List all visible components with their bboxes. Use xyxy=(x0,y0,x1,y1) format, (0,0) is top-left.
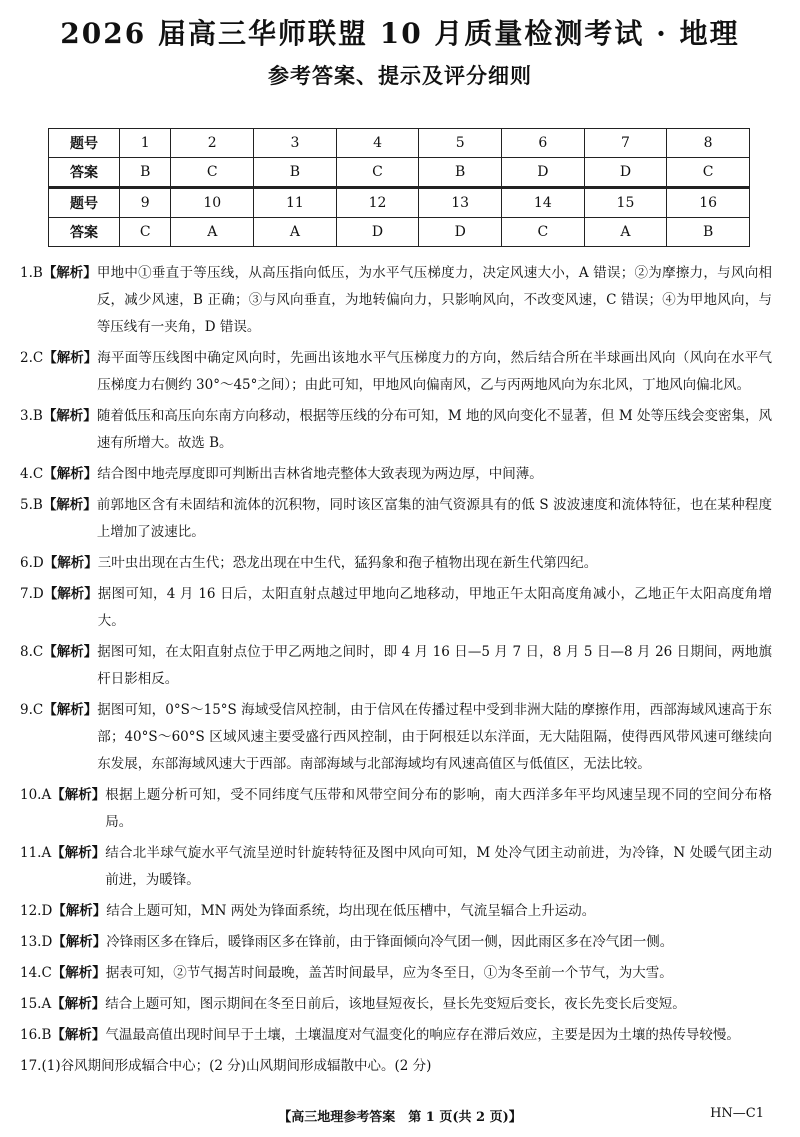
table-row-questions xyxy=(49,188,750,218)
item-tag: 【解析】 xyxy=(52,934,107,950)
item-number: 15.A xyxy=(20,996,52,1012)
item-number: 4.C xyxy=(20,466,44,482)
question-number: 12 xyxy=(336,188,419,218)
question-number: 15 xyxy=(584,188,667,218)
answer-cell: D xyxy=(502,158,585,188)
table-row-questions xyxy=(49,129,750,158)
item-tag: 【解析】 xyxy=(43,644,98,660)
item-number: 12.D xyxy=(20,903,53,919)
item-text: 随着低压和高压向东南方向移动，根据等压线的分布可知，M 地的风向变化不显著，但 M 处等压线会变密集，风速有所增大。故选 B。 xyxy=(96,408,772,451)
explanation-item xyxy=(20,345,772,399)
item-tag: 【解析】 xyxy=(51,965,106,981)
item-tag: 【解析】 xyxy=(42,265,97,281)
item-tag: 【解析】 xyxy=(52,903,107,919)
question-number: 9 xyxy=(120,188,171,218)
item-text: 据表可知，②节气揭苫时间最晚，盖苫时间最早，应为冬至日，①为冬至前一个节气，为大雪。 xyxy=(105,965,673,981)
table-row-answers xyxy=(49,158,750,188)
item-number: 2.C xyxy=(20,350,44,366)
page-title: 2026 届高三华师联盟 10 月质量检测考试 · 地理 xyxy=(60,17,740,50)
answer-cell: B xyxy=(419,158,502,188)
item-number: 3.B xyxy=(20,408,43,424)
question-number: 13 xyxy=(419,188,502,218)
explanation-item xyxy=(20,403,772,457)
item-text: 气温最高值出现时间早于土壤，土壤温度对气温变化的响应存在滞后效应，主要是因为土壤的热传导较慢。 xyxy=(105,1027,740,1043)
item-text: 据图可知，在太阳直射点位于甲乙两地之间时，即 4 月 16 日—5 月 7 日，8 月 5 日—8 月 26 日期间，两地旗杆日影相反。 xyxy=(97,644,772,687)
item-number: 9.C xyxy=(20,702,44,718)
answer-cell: A xyxy=(254,218,337,247)
item-tag: 【解析】 xyxy=(42,408,97,424)
answer-cell: D xyxy=(419,218,502,247)
question-number: 2 xyxy=(171,129,254,158)
answer-cell: C xyxy=(502,218,585,247)
item-number: 17. xyxy=(20,1058,42,1074)
answer-cell: A xyxy=(584,218,667,247)
item-tag: 【解析】 xyxy=(43,466,98,482)
question-number: 11 xyxy=(254,188,337,218)
item-number: 6.D xyxy=(20,555,44,571)
answer-cell: B xyxy=(254,158,337,188)
item-number: 14.C xyxy=(20,965,52,981)
item-tag: 【解析】 xyxy=(51,1027,106,1043)
document-code: HN—C1 xyxy=(710,1106,764,1121)
table-header-question: 题号 xyxy=(49,188,120,218)
explanation-item xyxy=(20,991,772,1018)
answer-cell: C xyxy=(336,158,419,188)
answer-cell: B xyxy=(120,158,171,188)
page-subtitle: 参考答案、提示及评分细则 xyxy=(268,63,532,88)
item-text: 结合上题可知，图示期间在冬至日前后，该地昼短夜长，昼长先变短后变长，夜长先变长后变短。 xyxy=(105,996,686,1012)
item-number: 5.B xyxy=(20,497,43,513)
table-header-question: 题号 xyxy=(49,129,120,158)
question-number: 14 xyxy=(502,188,585,218)
question-number: 5 xyxy=(419,129,502,158)
table-header-answer: 答案 xyxy=(49,158,120,188)
answer-table xyxy=(48,128,750,247)
item-tag: 【解析】 xyxy=(42,497,97,513)
item-number: 1.B xyxy=(20,265,43,281)
question-number: 4 xyxy=(336,129,419,158)
table-header-answer: 答案 xyxy=(49,218,120,247)
answer-cell: B xyxy=(667,218,750,247)
question-number: 16 xyxy=(667,188,750,218)
explanation-item xyxy=(20,260,772,341)
item-text: 结合图中地壳厚度即可判断出吉林省地壳整体大致表现为两边厚，中间薄。 xyxy=(97,466,543,482)
question-number: 10 xyxy=(171,188,254,218)
answer-cell: A xyxy=(171,218,254,247)
explanation-item xyxy=(20,1022,772,1049)
item-tag: 【解析】 xyxy=(51,996,106,1012)
answer-cell: C xyxy=(120,218,171,247)
item-tag: 【解析】 xyxy=(43,555,98,571)
item-tag: 【解析】 xyxy=(43,702,98,718)
item-number: 16.B xyxy=(20,1027,52,1043)
table-row-answers xyxy=(49,218,750,247)
item-tag: 【解析】 xyxy=(51,845,106,861)
explanation-item xyxy=(20,782,772,836)
question-number: 3 xyxy=(254,129,337,158)
item-tag: 【解析】 xyxy=(51,787,106,803)
item-text: 冷锋雨区多在锋后，暖锋雨区多在锋前，由于锋面倾向冷气团一侧，因此雨区多在冷气团一侧。 xyxy=(106,934,674,950)
explanation-item xyxy=(20,840,772,894)
item-tag: 【解析】 xyxy=(43,586,98,602)
answer-cell: C xyxy=(171,158,254,188)
item-number: 10.A xyxy=(20,787,52,803)
question-number: 1 xyxy=(120,129,171,158)
answer-cell: D xyxy=(584,158,667,188)
explanation-item xyxy=(20,492,772,546)
item-tag: 【解析】 xyxy=(43,350,98,366)
question-number: 7 xyxy=(584,129,667,158)
item-number: 13.D xyxy=(20,934,53,950)
answer-cell: C xyxy=(667,158,750,188)
explanation-item xyxy=(20,461,772,488)
explanation-item xyxy=(20,960,772,987)
explanation-item xyxy=(20,697,772,778)
item-text: 前郭地区含有未固结和流体的沉积物，同时该区富集的油气资源具有的低 S 波波速度和流体特征，也在某种程度上增加了波速比。 xyxy=(96,497,772,540)
item-text: 根据上题分析可知，受不同纬度气压带和风带空间分布的影响，南大西洋多年平均风速呈现不同的空间分布格局。 xyxy=(105,787,772,830)
item-text: 结合上题可知，MN 两处为锋面系统，均出现在低压槽中，气流呈辐合上升运动。 xyxy=(106,903,596,919)
explanation-list xyxy=(20,260,772,1084)
question-number: 6 xyxy=(502,129,585,158)
item-text: 据图可知，0°S～15°S 海域受信风控制，由于信风在传播过程中受到非洲大陆的摩擦作用，西部海域风速高于东部；40°S～60°S 区域风速主要受盛行西风控制，由于阿根廷以东洋面，无大陆阻隔，使得西风带风速可继续向东发展，东部海域风速大于西部。南部海域与北部海域均有风速高值区与低值区，无法比较。 xyxy=(97,702,772,772)
explanation-item xyxy=(20,898,772,925)
item-text: 结合北半球气旋水平气流呈逆时针旋转特征及图中风向可知，M 处冷气团主动前进，为冷锋，N 处暖气团主动前进，为暖锋。 xyxy=(105,845,772,888)
item-text: 海平面等压线图中确定风向时，先画出该地水平气压梯度力的方向，然后结合所在半球画出风向（风向在水平气压梯度力右侧约 30°～45°之间）；由此可知，甲地风向偏南风，乙与丙两地风向为东北风，丁地风向偏北风。 xyxy=(97,350,772,393)
page-footer: 【高三地理参考答案 第 1 页(共 2 页)】 xyxy=(278,1110,522,1125)
explanation-item xyxy=(20,929,772,956)
explanation-item xyxy=(20,1053,772,1080)
item-text: (1)谷风期间形成辐合中心；(2 分)山风期间形成辐散中心。(2 分) xyxy=(41,1058,432,1074)
question-number: 8 xyxy=(667,129,750,158)
explanation-item xyxy=(20,581,772,635)
explanation-item xyxy=(20,550,772,577)
answer-cell: D xyxy=(336,218,419,247)
explanation-item xyxy=(20,639,772,693)
item-number: 8.C xyxy=(20,644,44,660)
item-number: 11.A xyxy=(20,845,52,861)
item-number: 7.D xyxy=(20,586,44,602)
item-text: 三叶虫出现在古生代；恐龙出现在中生代，猛犸象和孢子植物出现在新生代第四纪。 xyxy=(97,555,598,571)
item-text: 据图可知，4 月 16 日后，太阳直射点越过甲地向乙地移动，甲地正午太阳高度角减小，乙地正午太阳高度角增大。 xyxy=(97,586,772,629)
item-text: 甲地中①垂直于等压线，从高压指向低压，为水平气压梯度力，决定风速大小，A 错误；②为摩擦力，与风向相反，减少风速，B 正确；③与风向垂直，为地转偏向力，只影响风向，不改变风速，C 错误；④为甲地风向，与等压线有一夹角，D 错误。 xyxy=(96,265,772,335)
